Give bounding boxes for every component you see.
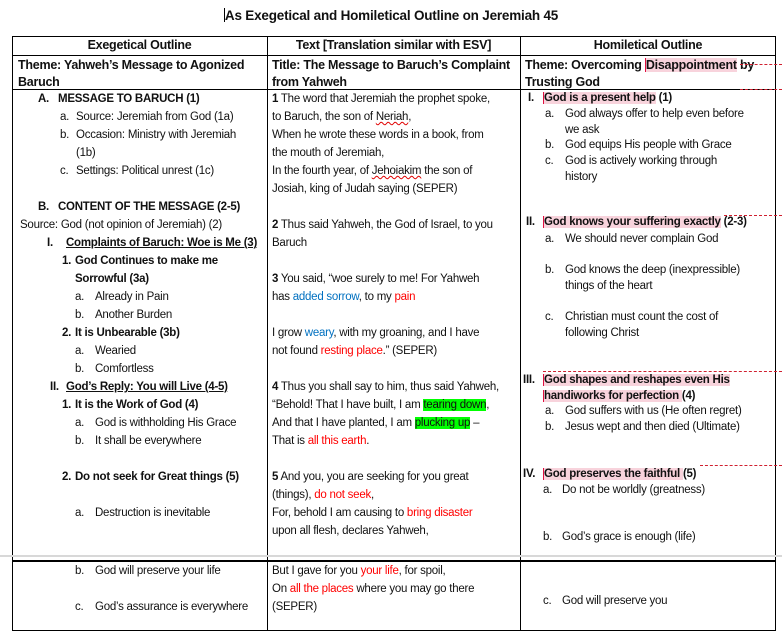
- theme-line: [18, 74, 244, 91]
- text-run: Do not be worldly (greatness): [562, 484, 705, 496]
- text-run: Source: God (not opinion of Jeremiah) (2): [20, 219, 222, 231]
- text-run: God’s assurance is everywhere: [95, 601, 248, 613]
- theme-line: [272, 74, 510, 91]
- text-run-bold: It is Unbearable (3b): [75, 327, 180, 339]
- exegetical-outline-item-label: A.: [38, 93, 49, 105]
- theme-line: [18, 57, 244, 74]
- exegetical-outline-item: [95, 432, 201, 450]
- document-title-text: As Exegetical and Homiletical Outline on Jeremiah 45: [224, 8, 559, 23]
- text-run: In the fourth year, of: [272, 165, 372, 177]
- text-run: “Behold! That I have built, I am: [272, 399, 424, 411]
- exegetical-outline-item-label: b.: [60, 129, 70, 141]
- homiletical-outline-item-label: III.: [523, 374, 535, 386]
- text-run: history: [565, 171, 598, 183]
- exegetical-outline-item: [66, 378, 228, 396]
- text-run: But I gave for you: [272, 565, 361, 577]
- text-run: God is actively working through: [565, 155, 718, 167]
- text-run-red: pain: [394, 291, 416, 303]
- text-run: Another Burden: [95, 309, 173, 321]
- text-run: –: [470, 417, 480, 429]
- exegetical-outline-item: [75, 468, 239, 486]
- exegetical-outline-item-label: b.: [75, 309, 85, 321]
- homiletical-outline-item: [565, 168, 597, 186]
- exegetical-outline-item: [95, 504, 210, 522]
- text-run: Jesus wept and then died (Ultimate): [565, 421, 740, 433]
- text-run: not found: [272, 345, 321, 357]
- text-run: the son of: [421, 165, 473, 177]
- text-run-bold: It is the Work of God (4): [75, 399, 199, 411]
- header-exegetical: Exegetical Outline: [87, 38, 192, 52]
- exegetical-outline-item: [76, 108, 233, 126]
- exegetical-outline-item: [95, 306, 172, 324]
- text-run: On: [272, 583, 290, 595]
- text-run: following Christ: [565, 327, 639, 339]
- text-run: (2-3): [720, 216, 747, 228]
- exegetical-outline-item: [95, 414, 236, 432]
- exegetical-outline-item-label: c.: [75, 601, 84, 613]
- exegetical-outline-item: [76, 144, 95, 162]
- exegetical-outline-item-label: a.: [75, 291, 85, 303]
- exegetical-outline-item-label: a.: [75, 507, 85, 519]
- exegetical-outline-item-label: a.: [75, 345, 85, 357]
- scripture-text-line: [272, 432, 369, 450]
- scripture-text-line: [272, 378, 499, 396]
- exegetical-outline-item: [95, 288, 169, 306]
- exegetical-outline-item: [75, 270, 149, 288]
- homiletical-outline-item: [565, 418, 740, 436]
- homiletical-outline-item: [543, 213, 747, 231]
- homiletical-outline-item-label: c.: [545, 155, 554, 167]
- text-run-squiggle: Neriah: [375, 111, 409, 123]
- text-run: .: [366, 435, 370, 447]
- text-run: God’s grace is enough (life): [562, 531, 696, 543]
- text-run: where you may go there: [353, 583, 475, 595]
- text-run: (1b): [76, 147, 96, 159]
- text-run: Christian must count the cost of: [565, 311, 719, 323]
- text-run: God will preserve your life: [95, 565, 221, 577]
- text-run: ,: [486, 399, 490, 411]
- text-run-pink: God shapes and reshapes even His: [544, 374, 730, 386]
- text-run: We should never complain God: [565, 233, 719, 245]
- scripture-text-line: [272, 234, 307, 252]
- text-run: When he wrote these words in a book, from: [272, 129, 484, 141]
- text-run: has: [272, 291, 293, 303]
- theme-line: [272, 57, 510, 74]
- exegetical-outline-item: [95, 360, 154, 378]
- text-run-pink: God is a present help: [544, 92, 656, 104]
- text-run: God is withholding His Grace: [95, 417, 237, 429]
- text-run-green: tearing down: [423, 399, 487, 411]
- text-run-blue: weary: [304, 327, 334, 339]
- homiletical-outline-item-label: b.: [545, 264, 555, 276]
- exegetical-outline-item: [95, 342, 136, 360]
- text-run: Theme: Yahweh’s Message to Agonized: [18, 58, 245, 72]
- scripture-text-line: [272, 324, 479, 342]
- theme-line: [525, 57, 754, 74]
- text-run: That is: [272, 435, 308, 447]
- homiletical-outline-item-label: b.: [545, 421, 555, 433]
- column-divider: [267, 36, 268, 561]
- text-run: .” (SEPER): [382, 345, 437, 357]
- exegetical-outline-item: [58, 90, 200, 108]
- homiletical-outline-item-label: a.: [543, 484, 553, 496]
- text-run: (SEPER): [272, 601, 317, 613]
- scripture-text-line: [272, 288, 415, 306]
- exegetical-outline-item-label: b.: [75, 363, 85, 375]
- exegetical-outline-item-label: B.: [38, 201, 49, 213]
- exegetical-outline-item-label: 1.: [62, 255, 72, 267]
- homiletical-outline-item: [565, 230, 718, 248]
- comment-marker-line: [724, 215, 782, 216]
- text-run: Theme: Overcoming: [525, 58, 645, 72]
- scripture-text-line: [272, 414, 479, 432]
- homiletical-outline-item-label: b.: [543, 531, 553, 543]
- text-run-red: do not seek: [314, 489, 371, 501]
- text-run: God will preserve you: [562, 595, 668, 607]
- outline-table-continued: [12, 561, 776, 631]
- text-run: Source: Jeremiah from God (1a): [76, 111, 234, 123]
- text-run-red: resting place: [320, 345, 383, 357]
- text-run: , with my groaning, and I have: [333, 327, 480, 339]
- text-run: God knows the deep (inexpressible): [565, 264, 740, 276]
- column-divider: [520, 36, 521, 561]
- exegetical-outline-item-label: 2.: [62, 327, 72, 339]
- text-run-bold: Do not seek for Great things (5): [75, 471, 239, 483]
- text-run-bold: God Continues to make me: [75, 255, 218, 267]
- comment-marker-line: [740, 89, 782, 90]
- document-title: [0, 8, 782, 23]
- text-run: Occasion: Ministry with Jeremiah: [76, 129, 237, 141]
- theme-exegetical: [18, 57, 244, 91]
- text-run-u: Complaints of Baruch: Woe is Me (3): [66, 237, 258, 249]
- text-run: Baruch: [18, 75, 60, 89]
- scripture-text-line: [272, 108, 411, 126]
- text-run-red: all the places: [289, 583, 354, 595]
- homiletical-outline-item-label: a.: [545, 233, 555, 245]
- text-run: Josiah, king of Judah saying (SEPER): [272, 183, 458, 195]
- homiletical-outline-item: [562, 528, 695, 546]
- text-run-red: your life: [360, 565, 399, 577]
- text-run-blue: added sorrow: [292, 291, 359, 303]
- text-run: the mouth of Jeremiah,: [272, 147, 385, 159]
- text-run-pink: God preserves the faithful: [544, 468, 683, 480]
- exegetical-outline-item-label: II.: [50, 381, 59, 393]
- text-run: ,: [408, 111, 412, 123]
- exegetical-outline-item: [75, 396, 198, 414]
- text-run: (things),: [272, 489, 315, 501]
- text-run: God suffers with us (He often regret): [565, 405, 742, 417]
- homiletical-outline-item: [562, 481, 705, 499]
- text-run: For, behold I am causing to: [272, 507, 407, 519]
- exegetical-outline-item-label: a.: [60, 111, 70, 123]
- comment-marker-line: [740, 64, 782, 65]
- scripture-text-line: [272, 180, 457, 198]
- exegetical-outline-item: [75, 252, 218, 270]
- exegetical-outline-item: [66, 234, 257, 252]
- text-run: Settings: Political unrest (1c): [76, 165, 214, 177]
- theme-text: [272, 57, 510, 91]
- text-run: God equips His people with Grace: [565, 139, 732, 151]
- scripture-text-line: [272, 270, 479, 288]
- text-run-bold: 3: [272, 273, 279, 285]
- text-run: Trusting God: [525, 75, 600, 89]
- text-run: (5): [682, 468, 697, 480]
- text-run: to Baruch, the son of: [272, 111, 376, 123]
- text-run-squiggle: Jehoiakim: [371, 165, 422, 177]
- homiletical-outline-item-label: a.: [545, 108, 555, 120]
- text-run: Title: The Message to Baruch’s Complaint: [272, 58, 510, 72]
- text-run: by: [736, 58, 755, 72]
- column-divider: [520, 561, 521, 631]
- exegetical-outline-item: [20, 216, 222, 234]
- text-run: , to my: [358, 291, 395, 303]
- text-run-bold: MESSAGE TO BARUCH (1): [58, 93, 200, 105]
- comment-marker-line: [700, 465, 782, 466]
- text-run: Destruction is inevitable: [95, 507, 211, 519]
- text-run-red: bring disaster: [406, 507, 473, 519]
- text-run-u: God’s Reply: You will Live (4-5): [66, 381, 228, 393]
- homiletical-outline-item: [565, 324, 639, 342]
- exegetical-outline-item-label: 2.: [62, 471, 72, 483]
- exegetical-outline-item: [58, 198, 240, 216]
- homiletical-outline-item-label: b.: [545, 139, 555, 151]
- text-run: Wearied: [95, 345, 136, 357]
- scripture-text-line: [272, 504, 472, 522]
- theme-homiletical: [525, 57, 754, 91]
- row-divider: [12, 55, 776, 56]
- exegetical-outline-item-label: c.: [60, 165, 69, 177]
- homiletical-outline-item-label: IV.: [523, 468, 536, 480]
- text-run-bold: 4: [272, 381, 279, 393]
- exegetical-outline-item-label: b.: [75, 565, 85, 577]
- text-run-bold: CONTENT OF THE MESSAGE (2-5): [58, 201, 241, 213]
- scripture-text-line: [272, 216, 493, 234]
- text-run: And you, you are seeking for you great: [278, 471, 469, 483]
- homiletical-outline-item-label: I.: [528, 92, 534, 104]
- exegetical-outline-item-label: b.: [75, 435, 85, 447]
- text-run: (4): [681, 390, 696, 402]
- text-run-pink: handiworks for perfection: [544, 390, 682, 402]
- column-divider: [267, 561, 268, 631]
- text-run: ,: [370, 489, 374, 501]
- exegetical-outline-item-label: 1.: [62, 399, 72, 411]
- scripture-text-line: [272, 486, 374, 504]
- homiletical-outline-item-label: c.: [545, 311, 554, 323]
- exegetical-outline-item: [75, 324, 180, 342]
- text-run: God always offer to help even before: [565, 108, 744, 120]
- text-run: It shall be everywhere: [95, 435, 202, 447]
- text-run-bold: 1: [272, 93, 279, 105]
- text-run: Comfortless: [95, 363, 154, 375]
- text-run: And that I have planted, I am: [272, 417, 415, 429]
- text-run: Already in Pain: [95, 291, 169, 303]
- header-text: Text [Translation similar with ESV]: [295, 38, 492, 52]
- text-run-bold: 5: [272, 471, 279, 483]
- exegetical-outline-item-label: I.: [47, 237, 53, 249]
- scripture-text-line: [272, 90, 490, 108]
- homiletical-outline-item: [565, 277, 652, 295]
- text-run-bold: Sorrowful (3a): [75, 273, 149, 285]
- text-run-pink: God knows your suffering exactly: [544, 216, 721, 228]
- text-run-bold: 2: [272, 219, 279, 231]
- scripture-text-line: [272, 162, 472, 180]
- exegetical-outline-item: [76, 126, 236, 144]
- text-run-green: plucking up: [414, 417, 471, 429]
- text-run: things of the heart: [565, 280, 653, 292]
- scripture-text-line: [272, 522, 429, 540]
- homiletical-outline-item-label: II.: [526, 216, 535, 228]
- text-run: (1): [655, 92, 672, 104]
- text-run: upon all flesh, declares Yahweh,: [272, 525, 429, 537]
- homiletical-outline-item-label: a.: [545, 405, 555, 417]
- exegetical-outline-item: [76, 162, 214, 180]
- homiletical-outline-item-label: c.: [543, 595, 552, 607]
- scripture-text-line: [272, 468, 469, 486]
- scripture-text-line: [272, 342, 437, 360]
- text-run: we ask: [565, 124, 600, 136]
- text-run: Thus you shall say to him, thus said Yahweh,: [278, 381, 499, 393]
- page-break: [0, 555, 782, 557]
- text-run: , for spoil,: [398, 565, 446, 577]
- header-homiletical: Homiletical Outline: [593, 38, 703, 52]
- text-run-pink: Disappointment: [645, 58, 737, 72]
- scripture-text-line: [272, 396, 489, 414]
- text-run: You said, “woe surely to me! For Yahweh: [278, 273, 480, 285]
- text-run: Thus said Yahweh, the God of Israel, to you: [278, 219, 493, 231]
- text-run: from Yahweh: [272, 75, 347, 89]
- text-run: I grow: [272, 327, 305, 339]
- exegetical-outline-item-label: a.: [75, 417, 85, 429]
- text-run-red: all this earth: [307, 435, 367, 447]
- comment-marker-line: [543, 371, 782, 372]
- scripture-text-line: [272, 144, 384, 162]
- scripture-text-line: [272, 126, 484, 144]
- text-run: Baruch: [272, 237, 307, 249]
- text-run: The word that Jeremiah the prophet spoke,: [278, 93, 490, 105]
